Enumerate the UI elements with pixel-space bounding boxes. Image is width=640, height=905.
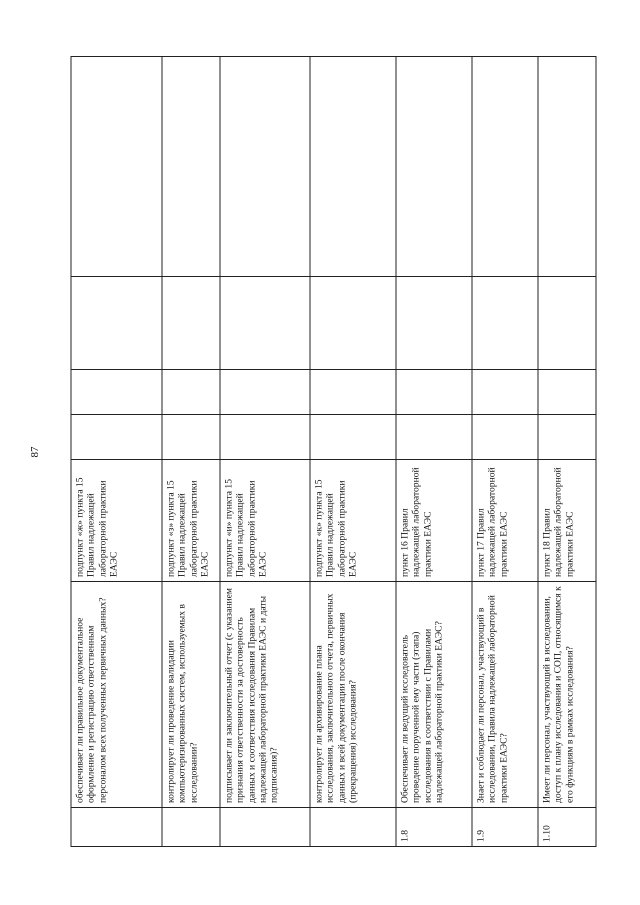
answer-cell bbox=[71, 370, 162, 415]
table-row bbox=[538, 57, 596, 847]
reference-cell: пункт 17 Правил надлежащей лабораторной практики ЕАЭС bbox=[472, 460, 538, 582]
page-number: 87 bbox=[29, 446, 41, 458]
question-cell: обеспечивает ли правильное документальное оформление и регистрацию ответственным персоналом всех полученных первичных данных? bbox=[71, 582, 162, 808]
row-number: 1.10 bbox=[538, 808, 596, 847]
notes-cell bbox=[71, 57, 162, 277]
answer-cell bbox=[71, 415, 162, 460]
question-cell: контролирует ли проведение валидации компьютеризированных систем, используемых в исследовании? bbox=[162, 582, 220, 808]
notes-cell bbox=[162, 57, 220, 277]
notes-cell bbox=[310, 57, 396, 277]
notes-cell bbox=[220, 57, 310, 277]
table-row bbox=[71, 57, 162, 847]
answer-cell bbox=[220, 277, 310, 370]
row-number: 1.8 bbox=[396, 808, 472, 847]
answer-cell bbox=[396, 415, 472, 460]
question-cell: Обеспечивает ли ведущий исследователь проведение порученной ему части (этапа) исследования в соответствии с Правилами надлежащей лабораторной практики ЕАЭС? bbox=[396, 582, 472, 808]
row-number bbox=[162, 808, 220, 847]
reference-cell: пункт 18 Правил надлежащей лабораторной практики ЕАЭС bbox=[538, 460, 596, 582]
answer-cell bbox=[396, 277, 472, 370]
answer-cell bbox=[472, 370, 538, 415]
answer-cell bbox=[310, 415, 396, 460]
answer-cell bbox=[220, 370, 310, 415]
question-cell: Знает и соблюдает ли персонал, участвующий в исследовании, Правила надлежащей лабораторной практики ЕАЭС? bbox=[472, 582, 538, 808]
reference-cell: пункт 16 Правил надлежащей лабораторной практики ЕАЭС bbox=[396, 460, 472, 582]
question-cell: контролирует ли архивирование плана исследования, заключительного отчета, первичных данных и всей документации после окончания (прекращения) исследования? bbox=[310, 582, 396, 808]
answer-cell bbox=[162, 370, 220, 415]
reference-cell: подпункт «ж» пункта 15 Правил надлежащей лабораторной практики ЕАЭС bbox=[71, 460, 162, 582]
answer-cell bbox=[538, 415, 596, 460]
table-row bbox=[220, 57, 310, 847]
answer-cell bbox=[538, 277, 596, 370]
checklist-table-container bbox=[71, 57, 596, 847]
notes-cell bbox=[538, 57, 596, 277]
table-row bbox=[472, 57, 538, 847]
row-number bbox=[310, 808, 396, 847]
question-cell: подписывает ли заключительный отчет (с указанием признания ответственности за достоверность данных и соответствия исследования Правилам надлежащей лабораторной практики ЕАЭС и даты подписания)? bbox=[220, 582, 310, 808]
notes-cell bbox=[472, 57, 538, 277]
answer-cell bbox=[472, 277, 538, 370]
answer-cell bbox=[472, 415, 538, 460]
answer-cell bbox=[396, 370, 472, 415]
answer-cell bbox=[538, 370, 596, 415]
table-row bbox=[162, 57, 220, 847]
row-number bbox=[71, 808, 162, 847]
checklist-table bbox=[71, 56, 597, 847]
question-cell: Имеет ли персонал, участвующий в исследовании, доступ к плану исследования и СОП, относящимся к его функциям в рамках исследования? bbox=[538, 582, 596, 808]
answer-cell bbox=[162, 415, 220, 460]
notes-cell bbox=[396, 57, 472, 277]
answer-cell bbox=[162, 277, 220, 370]
row-number bbox=[220, 808, 310, 847]
answer-cell bbox=[310, 370, 396, 415]
row-number: 1.9 bbox=[472, 808, 538, 847]
reference-cell: подпункт «к» пункта 15 Правил надлежащей лабораторной практики ЕАЭС bbox=[310, 460, 396, 582]
table-row bbox=[310, 57, 396, 847]
reference-cell: подпункт «з» пункта 15 Правил надлежащей лабораторной практики ЕАЭС bbox=[162, 460, 220, 582]
answer-cell bbox=[71, 277, 162, 370]
reference-cell: подпункт «и» пункта 15 Правил надлежащей лабораторной практики ЕАЭС bbox=[220, 460, 310, 582]
table-row bbox=[396, 57, 472, 847]
answer-cell bbox=[310, 277, 396, 370]
answer-cell bbox=[220, 415, 310, 460]
